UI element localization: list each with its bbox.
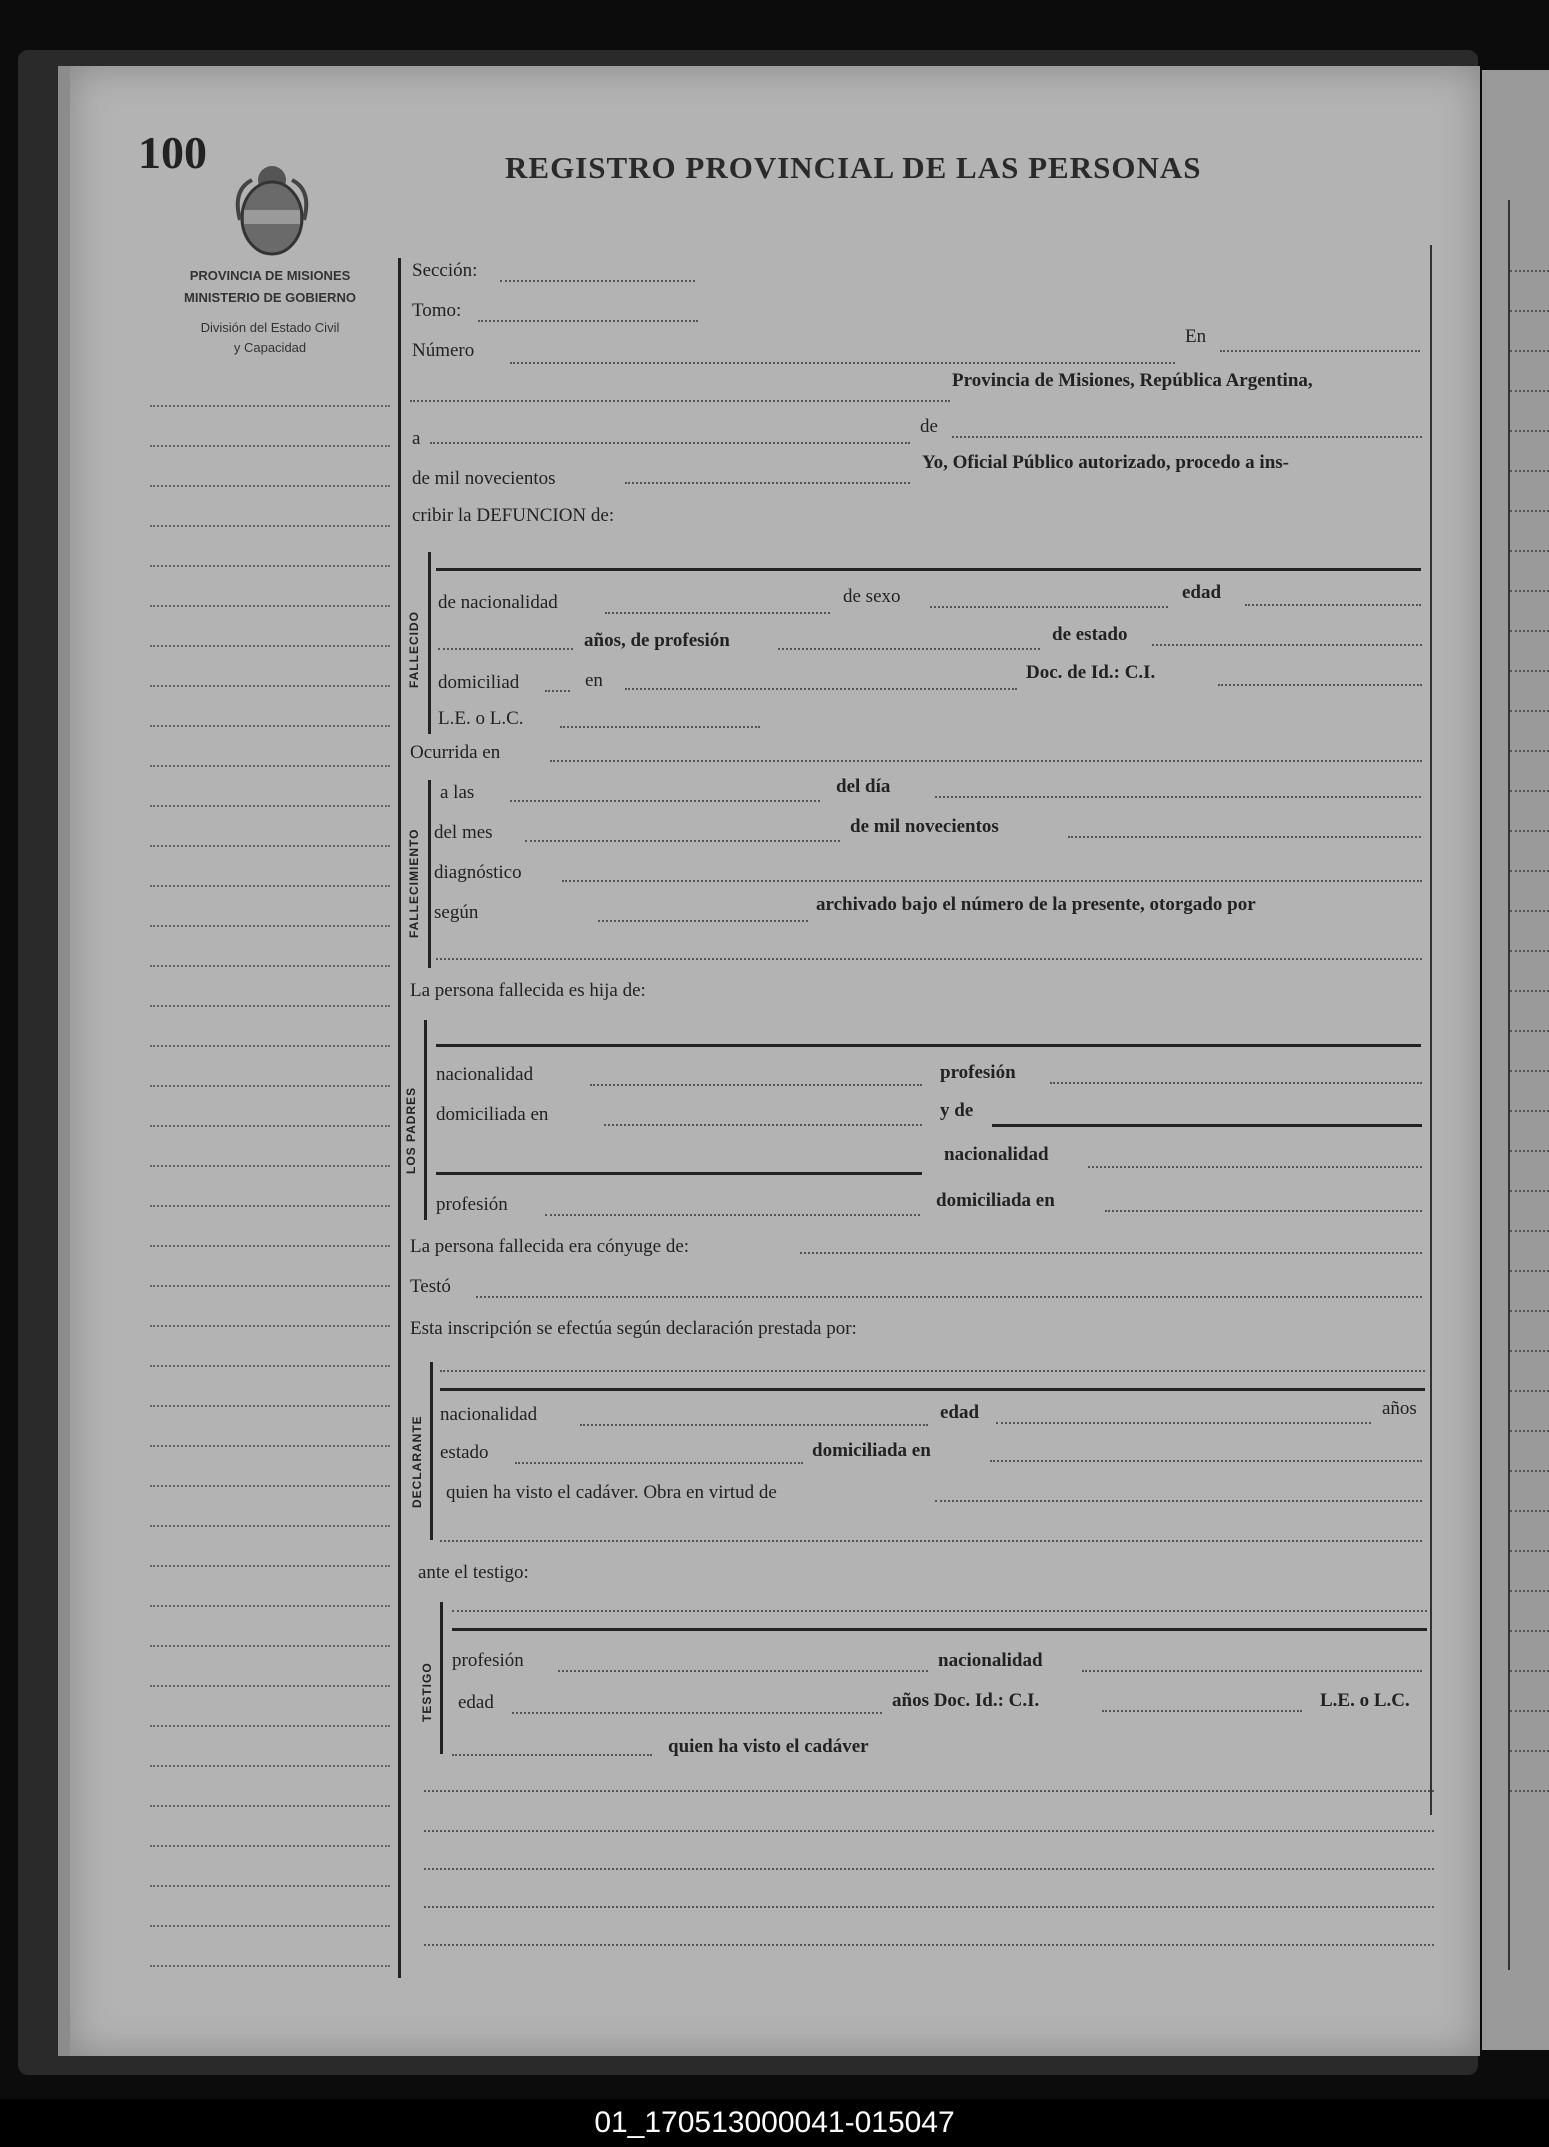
label-padre-profesion: profesión (940, 1062, 1016, 1083)
observaciones-line (424, 1906, 1434, 1908)
label-declarante-domiciliada: domiciliada en (812, 1440, 931, 1461)
label-testigo-quien: quien ha visto el cadáver (668, 1736, 869, 1757)
label-testigo-le-lc: L.E. o L.C. (1320, 1690, 1410, 1711)
label-hija-de: La persona fallecida es hija de: (410, 980, 646, 1001)
label-del-mes: del mes (434, 822, 493, 843)
declarante-edad-line (996, 1422, 1371, 1424)
testigo-ci-line (1102, 1710, 1302, 1712)
label-declarante-nacionalidad: nacionalidad (440, 1404, 538, 1425)
label-a: a (412, 428, 421, 449)
madre-nacionalidad-line (1088, 1166, 1422, 1168)
estado-line (1152, 644, 1422, 646)
label-doc-id: Doc. de Id.: C.I. (1026, 662, 1156, 683)
label-diagnostico: diagnóstico (434, 862, 522, 883)
page-number: 100 (138, 127, 207, 178)
edad-anos-line (438, 648, 573, 650)
label-anos-profesion: años, de profesión (584, 630, 730, 651)
a-line (430, 442, 910, 444)
diagnostico-line (562, 880, 1422, 882)
declarante-top-line (440, 1370, 1425, 1372)
nombre-testigo-line (452, 1628, 1427, 1631)
side-label-declarante: DECLARANTE (410, 1415, 424, 1508)
le-lc-line (560, 726, 760, 728)
de-mil-line (625, 482, 910, 484)
declarante-domicilio-line (990, 1460, 1422, 1462)
fallecido-bracket (428, 552, 431, 734)
label-seccion: Sección: (412, 260, 478, 281)
label-inscripcion: Esta inscripción se efectúa según declaración prestada por: (410, 1318, 857, 1339)
nombre-madre-line (992, 1124, 1422, 1127)
label-de: de (920, 416, 938, 437)
segun-line (598, 920, 808, 922)
nombre-declarante-line (440, 1388, 1425, 1391)
domicilio-line (625, 688, 1017, 690)
main-vertical-rule (398, 258, 401, 1978)
tomo-line (478, 320, 698, 322)
domiciliad-suffix-line (545, 690, 570, 692)
label-ocurrida: Ocurrida en (410, 742, 501, 763)
label-declarante-quien: quien ha visto el cadáver. Obra en virtud de (446, 1482, 777, 1503)
label-tomo: Tomo: (412, 300, 462, 321)
label-del-dia: del día (836, 776, 891, 797)
declarante-estado-line (515, 1462, 803, 1464)
label-de-mil: de mil novecientos (412, 468, 556, 489)
obra-en-virtud-line (935, 1500, 1422, 1502)
label-yo-oficial: Yo, Oficial Público autorizado, procedo a ins- (922, 452, 1289, 473)
label-segun: según (434, 902, 479, 923)
lugar-line (410, 400, 950, 402)
label-domiciliad: domiciliad (438, 672, 520, 693)
padre-nacionalidad-line (590, 1084, 922, 1086)
label-edad: edad (1182, 582, 1222, 603)
seccion-line (500, 280, 695, 282)
org-ministry: MINISTERIO DE GOBIERNO (184, 290, 356, 305)
right-vertical-rule (1430, 245, 1432, 1815)
side-label-fallecido: FALLECIDO (407, 611, 421, 688)
label-padre-domiciliada: domiciliada en (436, 1104, 549, 1125)
label-testigo-edad: edad (458, 1692, 494, 1713)
side-label-padres: LOS PADRES (404, 1086, 418, 1174)
label-de-mil-fallecimiento: de mil novecientos (850, 816, 999, 837)
sexo-line (930, 606, 1168, 608)
coat-of-arms-icon (232, 150, 312, 260)
de-line (952, 436, 1422, 438)
conyuge-line (800, 1252, 1422, 1254)
label-madre-nacionalidad: nacionalidad (944, 1144, 1049, 1165)
label-testigo-profesion: profesión (452, 1650, 524, 1671)
label-testigo-anos-doc: años Doc. Id.: C.I. (892, 1690, 1040, 1711)
testigo-edad-line (512, 1712, 882, 1714)
label-en-domicilio: en (585, 670, 603, 691)
nombre-madre-cont-line (436, 1172, 922, 1175)
label-le-lc: L.E. o L.C. (438, 708, 524, 729)
side-label-testigo: TESTIGO (420, 1662, 434, 1722)
observaciones-line (424, 1790, 1434, 1792)
declarante-bracket (430, 1362, 433, 1540)
label-testo: Testó (410, 1276, 451, 1297)
org-division: División del Estado Civil (200, 320, 340, 335)
declarante-nacionalidad-line (580, 1424, 928, 1426)
label-testigo-nacionalidad: nacionalidad (938, 1650, 1043, 1671)
label-declarante-anos: años (1382, 1398, 1417, 1419)
en-line (1220, 350, 1420, 352)
label-declarante-edad: edad (940, 1402, 980, 1423)
fallecimiento-bracket (428, 780, 431, 968)
testigo-le-line (452, 1754, 652, 1756)
testigo-top-line (452, 1610, 1427, 1612)
mes-line (525, 840, 840, 842)
label-numero: Número (412, 340, 475, 361)
otorgado-line (436, 958, 1422, 960)
label-inscribir: cribir la DEFUNCION de: (412, 505, 615, 526)
label-de-nacionalidad: de nacionalidad (438, 592, 558, 613)
label-conyuge: La persona fallecida era cónyuge de: (410, 1236, 690, 1257)
adjacent-page (1482, 70, 1549, 2050)
padres-bracket (424, 1020, 427, 1220)
madre-domicilio-line (1105, 1210, 1422, 1212)
nacionalidad-line (605, 612, 830, 614)
label-ante-testigo: ante el testigo: (418, 1562, 529, 1583)
padre-profesion-line (1050, 1082, 1422, 1084)
label-de-sexo: de sexo (843, 586, 901, 607)
padre-domicilio-line (604, 1124, 922, 1126)
label-a-las: a las (440, 782, 475, 803)
nombre-fallecido-line (436, 568, 1421, 571)
label-en: En (1185, 326, 1207, 347)
label-archivado: archivado bajo el número de la presente, otorgado por (816, 894, 1256, 915)
observaciones-line (424, 1944, 1434, 1946)
testo-line (476, 1296, 1422, 1298)
label-padre-nacionalidad: nacionalidad (436, 1064, 534, 1085)
numero-line (510, 362, 1175, 364)
dia-line (935, 796, 1421, 798)
page-title: REGISTRO PROVINCIAL DE LAS PERSONAS (505, 150, 1202, 185)
nombre-padre-line (436, 1044, 1421, 1047)
label-y-de: y de (940, 1100, 974, 1121)
testigo-profesion-line (558, 1670, 928, 1672)
ocurrida-line (550, 760, 1422, 762)
label-madre-profesion: profesión (436, 1194, 508, 1215)
ci-line (1218, 684, 1422, 686)
observaciones-line (424, 1868, 1434, 1870)
observaciones-line (424, 1830, 1434, 1832)
edad-line (1245, 604, 1421, 606)
testigo-nacionalidad-line (1082, 1670, 1422, 1672)
side-label-fallecimiento: FALLECIMIENTO (407, 828, 421, 938)
madre-profesion-line (545, 1214, 920, 1216)
anio-line (1068, 836, 1421, 838)
label-declarante-estado: estado (440, 1442, 489, 1463)
org-province: PROVINCIA DE MISIONES (189, 268, 351, 283)
label-provincia: Provincia de Misiones, República Argentina, (952, 370, 1313, 391)
profesion-line (778, 648, 1040, 650)
label-de-estado: de estado (1052, 624, 1128, 645)
label-madre-domiciliada: domiciliada en (936, 1190, 1055, 1211)
hora-line (510, 800, 820, 802)
org-capacity: y Capacidad (233, 340, 307, 355)
declarante-extra-line (440, 1540, 1422, 1542)
image-id-caption: 01_170513000041-015047 (0, 2099, 1549, 2147)
testigo-bracket (440, 1602, 443, 1754)
